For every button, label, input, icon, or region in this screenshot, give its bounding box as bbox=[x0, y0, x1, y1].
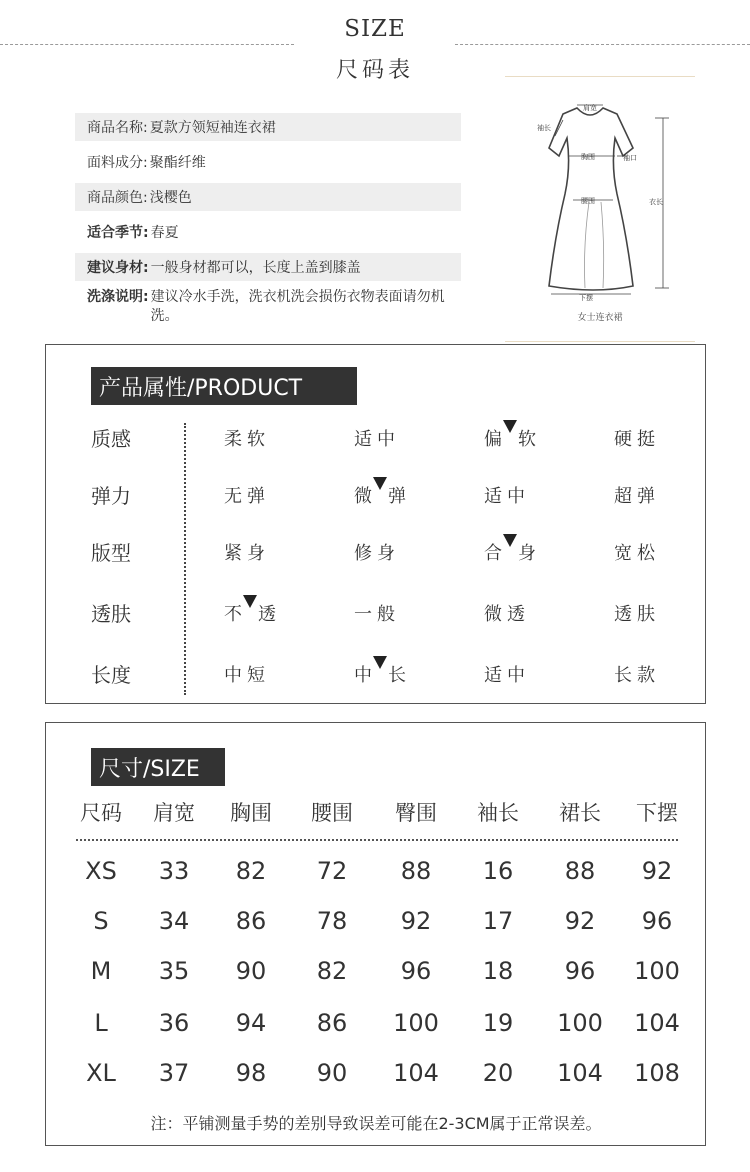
info-value: 春夏 bbox=[150, 225, 179, 241]
size-cell: 18 bbox=[482, 957, 514, 985]
size-cell: 17 bbox=[482, 907, 514, 935]
size-cell: 100 bbox=[557, 1009, 603, 1037]
option-char: 弹 bbox=[388, 486, 406, 507]
size-cell: 90 bbox=[316, 1059, 348, 1087]
size-chart-box bbox=[45, 722, 706, 1146]
size-table-row bbox=[46, 957, 706, 987]
size-column-header: 胸围 bbox=[230, 801, 272, 825]
option-char: 长 bbox=[388, 665, 406, 686]
size-cell: 86 bbox=[235, 907, 267, 935]
size-cell: 104 bbox=[393, 1059, 439, 1087]
size-section-title: 尺寸/SIZE bbox=[91, 748, 225, 786]
size-cell: 92 bbox=[564, 907, 596, 935]
size-cell: 96 bbox=[400, 957, 432, 985]
option-char: 身 bbox=[518, 543, 536, 564]
option-char: 合 bbox=[484, 543, 502, 564]
size-cell: 36 bbox=[158, 1009, 190, 1037]
size-cell: 82 bbox=[235, 857, 267, 885]
option-char: 透 bbox=[258, 604, 276, 625]
info-value: 浅樱色 bbox=[149, 190, 192, 206]
size-header-divider bbox=[76, 839, 678, 841]
header-divider-left bbox=[0, 44, 294, 45]
attribute-name: 弹力 bbox=[91, 484, 131, 508]
label-length: 衣长 bbox=[649, 198, 663, 206]
info-label: 洗涤说明: bbox=[87, 289, 149, 305]
info-value: 聚酯纤维 bbox=[149, 155, 206, 171]
size-cell: 108 bbox=[634, 1059, 680, 1087]
attribute-option-selected bbox=[224, 600, 276, 626]
option-char: 微 bbox=[354, 486, 372, 507]
size-cell: 90 bbox=[235, 957, 267, 985]
info-row bbox=[75, 288, 461, 326]
diagram-frame-bottom bbox=[505, 341, 695, 342]
info-label: 建议身材: bbox=[87, 260, 149, 276]
attribute-option: 修身 bbox=[354, 543, 400, 564]
size-note: 注：平铺测量手势的差别导致误差可能在2-3CM属于正常误差。 bbox=[150, 1114, 602, 1133]
size-cell: 37 bbox=[158, 1059, 190, 1087]
product-section-title: 产品属性/PRODUCT bbox=[91, 367, 357, 405]
attribute-option: 长款 bbox=[614, 665, 660, 686]
diagram-frame-top bbox=[505, 76, 695, 77]
size-column-header: 臀围 bbox=[395, 801, 437, 825]
size-cell: XL bbox=[86, 1059, 116, 1087]
label-sleeve: 袖长 bbox=[537, 124, 551, 132]
info-label: 商品名称: bbox=[87, 120, 148, 136]
size-cell: 72 bbox=[316, 857, 348, 885]
size-column-header: 肩宽 bbox=[153, 801, 195, 825]
selected-marker-icon bbox=[373, 477, 387, 490]
attribute-row bbox=[46, 598, 706, 628]
info-value: 夏款方领短袖连衣裙 bbox=[149, 120, 276, 136]
size-cell: 104 bbox=[557, 1059, 603, 1087]
info-value: 一般身材都可以，长度上盖到膝盖 bbox=[150, 260, 361, 276]
size-cell: 100 bbox=[393, 1009, 439, 1037]
selected-marker-icon bbox=[373, 656, 387, 669]
size-cell: S bbox=[93, 907, 109, 935]
size-cell: 34 bbox=[158, 907, 190, 935]
size-cell: 104 bbox=[634, 1009, 680, 1037]
attribute-option: 硬挺 bbox=[614, 429, 660, 450]
selected-marker-icon bbox=[503, 420, 517, 433]
size-table-header bbox=[46, 797, 706, 827]
attribute-option-selected bbox=[484, 539, 536, 565]
label-chest: 胸围 bbox=[581, 153, 595, 161]
attribute-row bbox=[46, 423, 706, 453]
diagram-caption: 女士连衣裙 bbox=[577, 313, 623, 323]
size-cell: 16 bbox=[482, 857, 514, 885]
size-cell: L bbox=[94, 1009, 108, 1037]
size-cell: 78 bbox=[316, 907, 348, 935]
info-row bbox=[75, 253, 461, 281]
attribute-row bbox=[46, 659, 706, 689]
dress-illustration bbox=[505, 76, 695, 342]
info-row bbox=[75, 148, 461, 176]
attribute-name: 质感 bbox=[91, 427, 131, 451]
attribute-name: 版型 bbox=[91, 541, 131, 565]
dress-diagram bbox=[505, 76, 695, 342]
size-cell: XS bbox=[85, 857, 117, 885]
size-column-header: 腰围 bbox=[311, 801, 353, 825]
size-cell: 86 bbox=[316, 1009, 348, 1037]
size-table-row bbox=[46, 1009, 706, 1039]
label-hem: 下摆 bbox=[579, 294, 593, 302]
size-cell: 33 bbox=[158, 857, 190, 885]
selected-marker-icon bbox=[503, 534, 517, 547]
info-label: 适合季节: bbox=[87, 225, 149, 241]
label-cuff: 袖口 bbox=[623, 154, 637, 162]
size-cell: M bbox=[90, 957, 112, 985]
attribute-option: 紧身 bbox=[224, 543, 270, 564]
size-cell: 35 bbox=[158, 957, 190, 985]
attribute-option: 透肤 bbox=[614, 604, 660, 625]
attribute-option-selected bbox=[354, 661, 406, 687]
attribute-option-selected bbox=[354, 482, 406, 508]
product-info-list bbox=[75, 113, 461, 333]
info-row bbox=[75, 218, 461, 246]
attribute-row bbox=[46, 537, 706, 567]
info-label: 商品颜色: bbox=[87, 190, 148, 206]
size-cell: 96 bbox=[641, 907, 673, 935]
label-waist: 腰围 bbox=[581, 197, 595, 205]
size-table-row bbox=[46, 907, 706, 937]
header-divider-right bbox=[455, 44, 750, 45]
attribute-option: 一般 bbox=[354, 604, 400, 625]
option-char: 软 bbox=[518, 429, 536, 450]
size-cell: 88 bbox=[564, 857, 596, 885]
attribute-option: 适中 bbox=[354, 429, 400, 450]
selected-marker-icon bbox=[243, 595, 257, 608]
info-label: 面料成分: bbox=[87, 155, 148, 171]
attribute-name: 透肤 bbox=[91, 602, 131, 626]
attribute-option: 适中 bbox=[484, 665, 530, 686]
attribute-name: 长度 bbox=[91, 663, 131, 687]
attribute-option: 柔软 bbox=[224, 429, 270, 450]
size-cell: 92 bbox=[641, 857, 673, 885]
page-title-en: SIZE bbox=[344, 16, 406, 42]
page-title-cn: 尺码表 bbox=[335, 58, 414, 83]
attribute-option: 中短 bbox=[224, 665, 270, 686]
option-char: 偏 bbox=[484, 429, 502, 450]
option-char: 不 bbox=[224, 604, 242, 625]
attribute-option: 宽松 bbox=[614, 543, 660, 564]
size-cell: 96 bbox=[564, 957, 596, 985]
attribute-option: 超弹 bbox=[614, 486, 660, 507]
size-cell: 94 bbox=[235, 1009, 267, 1037]
size-cell: 19 bbox=[482, 1009, 514, 1037]
size-column-header: 下摆 bbox=[636, 801, 678, 825]
info-row bbox=[75, 183, 461, 211]
attribute-option: 微透 bbox=[484, 604, 530, 625]
size-column-header: 尺码 bbox=[80, 801, 122, 825]
info-row bbox=[75, 113, 461, 141]
size-cell: 20 bbox=[482, 1059, 514, 1087]
attribute-option: 无弹 bbox=[224, 486, 270, 507]
size-column-header: 裙长 bbox=[559, 801, 601, 825]
size-cell: 82 bbox=[316, 957, 348, 985]
attribute-row bbox=[46, 480, 706, 510]
size-cell: 88 bbox=[400, 857, 432, 885]
option-char: 中 bbox=[354, 665, 372, 686]
size-cell: 98 bbox=[235, 1059, 267, 1087]
size-table-row bbox=[46, 1059, 706, 1089]
size-cell: 100 bbox=[634, 957, 680, 985]
product-attributes-box bbox=[45, 344, 706, 704]
label-shoulder: 肩宽 bbox=[583, 104, 597, 112]
info-value: 建议冷水手洗，洗衣机洗会损伤衣物表面请勿机洗。 bbox=[150, 289, 445, 324]
size-table-row bbox=[46, 857, 706, 887]
size-cell: 92 bbox=[400, 907, 432, 935]
size-column-header: 袖长 bbox=[477, 801, 519, 825]
attribute-option: 适中 bbox=[484, 486, 530, 507]
attribute-option-selected bbox=[484, 425, 536, 451]
